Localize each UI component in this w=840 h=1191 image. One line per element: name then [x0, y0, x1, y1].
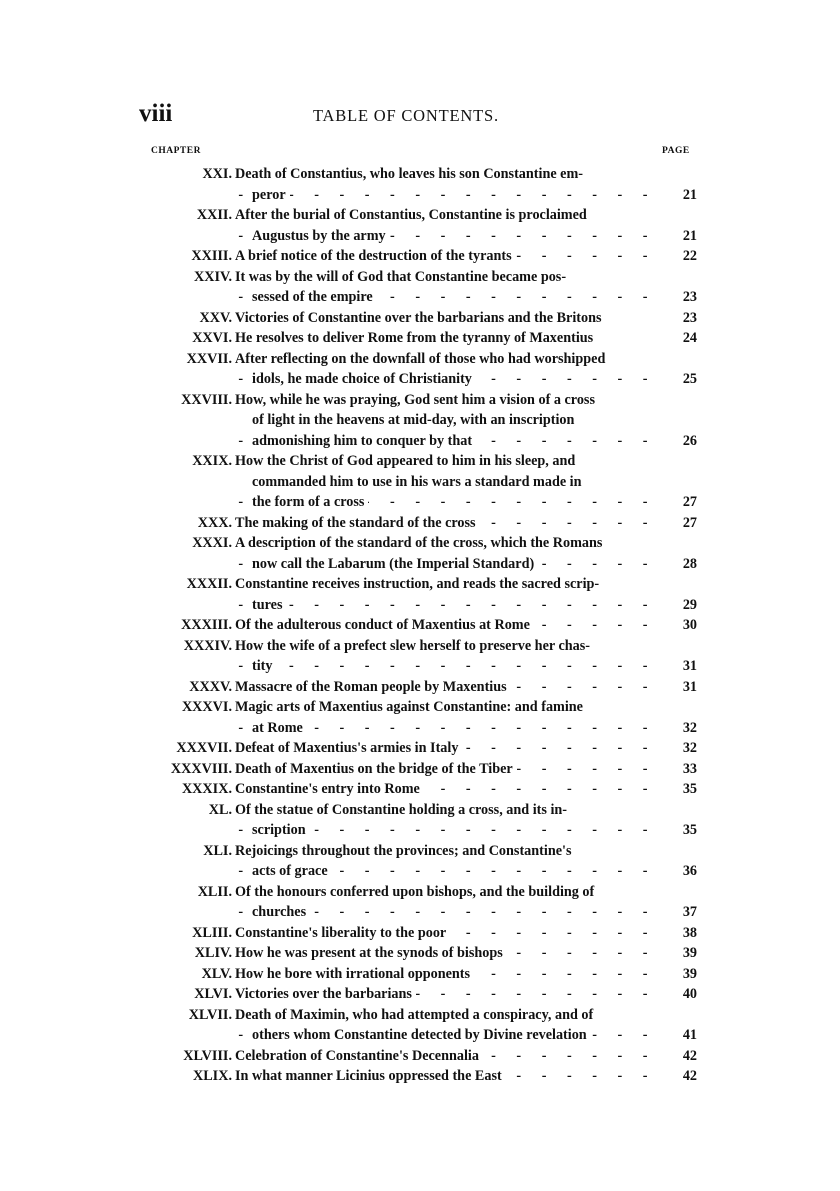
chapter-number: XLVI. [194, 986, 232, 1002]
chapter-number: XXXVIII. [170, 760, 232, 777]
toc-entry [0, 451, 840, 513]
chapter-title [235, 677, 656, 698]
page-ref: 32 [682, 740, 697, 756]
toc-entry [0, 779, 840, 800]
chapter-number: XXI. [202, 166, 232, 182]
chapter-number: XLVIII. [183, 1047, 232, 1064]
page-ref: 35 [682, 822, 697, 838]
toc-entry [0, 533, 840, 574]
page-ref: 42 [682, 1047, 697, 1064]
toc-entry [0, 738, 840, 759]
toc-entry [0, 697, 840, 738]
toc-entry [0, 923, 840, 944]
chapter-title [235, 697, 656, 738]
chapter-number: XXVI. [192, 330, 232, 346]
chapter-title [235, 164, 656, 205]
chapter-number: XXXV. [189, 678, 232, 695]
toc-entry [0, 636, 840, 677]
chapter-title-line: tures - - - [235, 595, 656, 616]
page-ref: 33 [682, 760, 697, 777]
chapter-title-line: scription - - - [235, 820, 656, 841]
chapter-title [235, 882, 656, 923]
chapter-title-line: Constantine's liberality to the poor - - - [235, 923, 656, 944]
toc-entry [0, 759, 840, 780]
chapter-title-line: Massacre of the Roman people by Maxentius - - - [235, 677, 656, 698]
chapter-title-line: How the Christ of God appeared to him in his sleep, and [235, 453, 576, 469]
chapter-number: XXIX. [192, 453, 232, 469]
chapter-title-line: A description of the standard of the cross, which the Romans [235, 535, 603, 551]
page-column-label: PAGE [662, 146, 690, 156]
chapter-title-line: commanded him to use in his wars a standard made in [252, 473, 582, 490]
page-ref: 25 [682, 371, 697, 387]
page-ref: 24 [682, 330, 697, 346]
chapter-title-line: Constantine's entry into Rome - - - [235, 779, 656, 800]
chapter-title-line: of light in the heavens at mid-day, with an inscription [252, 412, 575, 428]
chapter-title-line: Celebration of Constantine's Decennalia - - - [235, 1046, 656, 1067]
chapter-title [235, 636, 656, 677]
toc-entry [0, 1005, 840, 1046]
toc-entry [0, 943, 840, 964]
toc-entry [0, 164, 840, 205]
chapter-number: XLIII. [192, 924, 232, 941]
chapter-title-line: How he was present at the synods of bishops - - - [235, 943, 656, 964]
chapter-number: XL. [208, 801, 232, 818]
toc-entry [0, 984, 840, 1005]
chapter-title [235, 615, 656, 636]
chapter-number: XLI. [203, 842, 232, 859]
chapter-title-line: It was by the will of God that Constantine became pos- [235, 268, 567, 285]
chapter-title-line: After reflecting on the downfall of those who had worshipped [235, 350, 606, 367]
chapter-title [235, 800, 656, 841]
chapter-number: XXVIII. [181, 391, 232, 408]
chapter-title-line: Magic arts of Maxentius against Constantine: and famine [235, 699, 583, 715]
chapter-title-line: churches - - - [235, 902, 656, 923]
chapter-title-line: acts of grace - - - [235, 861, 656, 882]
chapter-title-line: He resolves to deliver Rome from the tyranny of Maxentius [235, 330, 594, 346]
chapter-number: XLVII. [188, 1006, 232, 1023]
page-ref: 32 [682, 719, 697, 736]
chapter-title [235, 328, 656, 349]
toc-entry [0, 349, 840, 390]
toc-entry [0, 513, 840, 534]
chapter-title-line: Constantine receives instruction, and reads the sacred scrip- [235, 576, 600, 592]
toc-entry [0, 267, 840, 308]
chapter-title-line: tity - - - [235, 656, 656, 677]
page-ref: 31 [682, 678, 697, 695]
toc-entry [0, 882, 840, 923]
page-ref: 29 [682, 596, 697, 613]
toc-entry [0, 1046, 840, 1067]
toc-entry [0, 841, 840, 882]
chapter-title-line: admonishing him to conquer by that - - - [235, 431, 656, 452]
chapter-title [235, 246, 656, 267]
chapter-number: XXXVI. [181, 699, 232, 715]
toc-entry [0, 308, 840, 329]
chapter-title [235, 1046, 656, 1067]
toc-entry [0, 800, 840, 841]
toc-entry [0, 328, 840, 349]
chapter-number: XXXIV. [183, 637, 232, 654]
chapter-title-line: How the wife of a prefect slew herself to preserve her chas- [235, 637, 590, 654]
chapter-title-line: In what manner Licinius oppressed the East - - - [235, 1066, 656, 1087]
chapter-title-line: Augustus by the army - - - [235, 226, 656, 247]
page-ref: 42 [682, 1068, 697, 1084]
chapter-title-line: at Rome - - - [235, 718, 656, 739]
toc-entry [0, 574, 840, 615]
page-ref: 26 [682, 432, 697, 449]
page-ref: 28 [682, 555, 697, 572]
chapter-title [235, 451, 656, 513]
chapter-title-line: others whom Constantine detected by Divine revelation - - - [235, 1025, 656, 1046]
page-ref: 21 [682, 186, 697, 203]
chapter-title [235, 574, 656, 615]
chapter-title-line: Defeat of Maxentius's armies in Italy - - - [235, 738, 656, 759]
chapter-title [235, 308, 656, 329]
toc-entry [0, 964, 840, 985]
chapter-number: XXII. [196, 207, 232, 223]
chapter-number: XLIV. [194, 945, 232, 961]
chapter-title [235, 1066, 656, 1087]
chapter-title [235, 943, 656, 964]
toc-entry [0, 1066, 840, 1087]
toc-entry [0, 615, 840, 636]
chapter-number: XXXI. [192, 535, 232, 551]
chapter-number: XXXII. [186, 576, 232, 592]
chapter-title-line: now call the Labarum (the Imperial Standard) - - - [235, 554, 656, 575]
chapter-title-line: A brief notice of the destruction of the tyrants - - - [235, 246, 656, 267]
page-ref: 36 [682, 863, 697, 879]
page-ref: 40 [682, 986, 697, 1002]
chapter-number: XLV. [201, 965, 232, 982]
chapter-number: XXIV. [194, 268, 232, 285]
page-ref: 31 [682, 658, 697, 674]
page-ref: 22 [682, 248, 697, 264]
chapter-number: XLII. [197, 883, 232, 900]
chapter-title-line: sessed of the empire - - - [235, 287, 656, 308]
chapter-title-line: Victories of Constantine over the barbarians and the Britons [235, 309, 602, 326]
chapter-title-line: Death of Constantius, who leaves his son Constantine em- [235, 166, 584, 182]
chapter-title-line: the form of a cross - - - [235, 492, 656, 513]
toc-entry [0, 205, 840, 246]
page-ref: 27 [682, 514, 697, 531]
chapter-title [235, 779, 656, 800]
chapter-number: XXIII. [191, 248, 232, 264]
toc-entry [0, 246, 840, 267]
chapter-title [235, 841, 656, 882]
chapter-title [235, 533, 656, 574]
chapter-number: XXXVII. [176, 740, 232, 756]
chapter-title [235, 205, 656, 246]
chapter-number: XXVII. [186, 350, 232, 367]
page-title: TABLE OF CONTENTS. [313, 106, 499, 125]
page-ref: 23 [682, 289, 697, 305]
chapter-title [235, 267, 656, 308]
chapter-column-label: CHAPTER [151, 146, 201, 156]
chapter-title-line: Victories over the barbarians - - - [235, 984, 656, 1005]
page-ref: 27 [682, 494, 697, 510]
page-ref: 30 [682, 617, 697, 633]
chapter-title-line: Of the adulterous conduct of Maxentius at Rome - - - [235, 615, 656, 636]
page-ref: 41 [682, 1027, 697, 1043]
toc-entry [0, 677, 840, 698]
page-ref: 38 [682, 924, 697, 941]
page-ref: 39 [682, 945, 697, 961]
chapter-title-line: How, while he was praying, God sent him a vision of a cross [235, 391, 595, 408]
page-number: viii [139, 100, 173, 127]
page-ref: 23 [682, 309, 697, 326]
toc-entry [0, 390, 840, 452]
chapter-title-line: Of the honours conferred upon bishops, and the building of [235, 883, 595, 900]
chapter-number: XLIX. [192, 1068, 232, 1084]
chapter-title [235, 390, 656, 452]
page-ref: 39 [682, 965, 697, 982]
chapter-title-line: peror - - - [235, 185, 656, 206]
chapter-title-line: Rejoicings throughout the provinces; and Constantine's [235, 842, 572, 859]
chapter-title [235, 1005, 656, 1046]
page-ref: 35 [682, 781, 697, 797]
chapter-title-line: The making of the standard of the cross - - - [235, 513, 656, 534]
chapter-title-line: Death of Maxentius on the bridge of the Tiber - - - [235, 759, 656, 780]
chapter-title [235, 923, 656, 944]
chapter-title-line: Of the statue of Constantine holding a cross, and its in- [235, 801, 567, 818]
chapter-number: XXX. [197, 514, 232, 531]
chapter-number: XXXIII. [181, 617, 232, 633]
chapter-title [235, 759, 656, 780]
chapter-title-line: Death of Maximin, who had attempted a conspiracy, and of [235, 1006, 594, 1023]
chapter-title [235, 349, 656, 390]
chapter-title [235, 738, 656, 759]
chapter-title-line: After the burial of Constantius, Constantine is proclaimed [235, 207, 587, 223]
chapter-title [235, 513, 656, 534]
chapter-title [235, 964, 656, 985]
page-ref: 37 [682, 904, 697, 920]
chapter-title [235, 984, 656, 1005]
chapter-number: XXXIX. [181, 781, 232, 797]
chapter-number: XXV. [199, 309, 232, 326]
page-ref: 21 [682, 227, 697, 244]
chapter-title-line: idols, he made choice of Christianity - - - [235, 369, 656, 390]
chapter-title-line: How he bore with irrational opponents - - - [235, 964, 656, 985]
